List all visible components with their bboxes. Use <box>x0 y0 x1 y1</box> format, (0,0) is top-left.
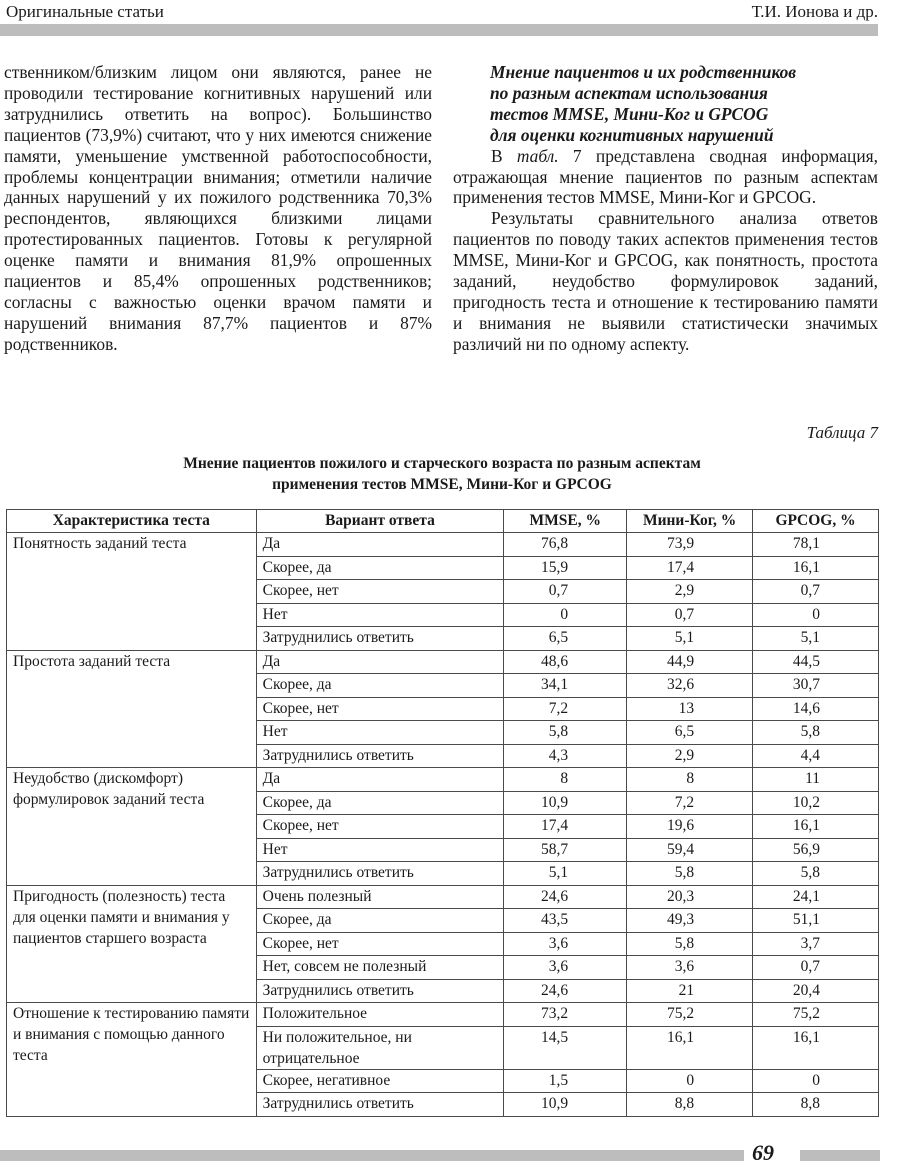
section-subheading <box>453 62 878 146</box>
gpcog-cell: 0 <box>753 1069 879 1093</box>
header-gpcog: GPCOG, % <box>753 510 879 533</box>
table-row <box>7 1003 879 1027</box>
answer-cell: Затруднились ответить <box>256 627 504 651</box>
opinion-table <box>6 509 879 1117</box>
answer-cell: Скорее, да <box>256 556 504 580</box>
minicog-cell: 8 <box>627 768 753 792</box>
minicog-cell: 3,6 <box>627 956 753 980</box>
minicog-cell: 16,1 <box>627 1026 753 1069</box>
answer-cell: Скорее, нет <box>256 580 504 604</box>
table-label: Таблица 7 <box>806 423 878 442</box>
answer-cell: Положительное <box>256 1003 504 1027</box>
gpcog-cell: 30,7 <box>753 674 879 698</box>
mmse-cell: 7,2 <box>504 697 627 721</box>
minicog-cell: 5,8 <box>627 862 753 886</box>
header-answer: Вариант ответа <box>256 510 504 533</box>
answer-cell: Скорее, нет <box>256 697 504 721</box>
gpcog-cell: 14,6 <box>753 697 879 721</box>
gpcog-cell: 16,1 <box>753 815 879 839</box>
gpcog-cell: 8,8 <box>753 1093 879 1117</box>
answer-cell: Да <box>256 650 504 674</box>
mmse-cell: 10,9 <box>504 1093 627 1117</box>
gpcog-cell: 0,7 <box>753 956 879 980</box>
table-row <box>7 533 879 557</box>
table-row <box>7 885 879 909</box>
mmse-cell: 76,8 <box>504 533 627 557</box>
minicog-cell: 5,8 <box>627 932 753 956</box>
answer-cell: Нет <box>256 838 504 862</box>
left-paragraph: ственником/близким лицом они являются, ранее не проводили тестирование когнитивных нарушений или затруднились ответить на вопрос). Большинство пациентов (73,9%) считают, что у них имеются снижение памяти, уменьшение умственной работоспособности, проблемы концентрации внимания; отметили наличие данных нарушений у их пожилого родственника 70,3% респондентов, являющихся близкими лицами протестированных пациентов. Готовы к регулярной оценке памяти и внимания 81,9% опрошенных пациентов и 85,4% опрошенных родственников; согласны с важностью оценки врачом памяти и нарушений внимания 87,7% пациентов и 87% родственников. <box>4 62 432 354</box>
subheading-line: Мнение пациентов и их родственников <box>490 62 797 82</box>
mmse-cell: 48,6 <box>504 650 627 674</box>
answer-cell: Нет <box>256 721 504 745</box>
mmse-cell: 14,5 <box>504 1026 627 1069</box>
minicog-cell: 49,3 <box>627 909 753 933</box>
header-rule <box>0 24 878 36</box>
answer-cell: Очень полезный <box>256 885 504 909</box>
mmse-cell: 3,6 <box>504 956 627 980</box>
gpcog-cell: 44,5 <box>753 650 879 674</box>
mmse-cell: 24,6 <box>504 885 627 909</box>
table-title-line: применения тестов MMSE, Мини-Ког и GPCOG <box>272 476 612 493</box>
answer-cell: Скорее, да <box>256 909 504 933</box>
minicog-cell: 8,8 <box>627 1093 753 1117</box>
page-number: 69 <box>752 1140 774 1165</box>
answer-cell: Затруднились ответить <box>256 979 504 1003</box>
mmse-cell: 6,5 <box>504 627 627 651</box>
gpcog-cell: 20,4 <box>753 979 879 1003</box>
minicog-cell: 73,9 <box>627 533 753 557</box>
gpcog-cell: 5,1 <box>753 627 879 651</box>
answer-cell: Да <box>256 768 504 792</box>
gpcog-cell: 16,1 <box>753 556 879 580</box>
mmse-cell: 15,9 <box>504 556 627 580</box>
p1-after: 7 представлена сводная информация, отражающая мнение пациентов по разным аспектам применения тестов MMSE, Мини-Ког и GPCOG. <box>453 145 878 208</box>
table-title-line: Мнение пациентов пожилого и старческого возраста по разным аспектам <box>183 455 701 472</box>
answer-cell: Нет, совсем не полезный <box>256 956 504 980</box>
table-row <box>7 650 879 674</box>
mmse-cell: 4,3 <box>504 744 627 768</box>
mmse-cell: 3,6 <box>504 932 627 956</box>
answer-cell: Скорее, негативное <box>256 1069 504 1093</box>
minicog-cell: 0 <box>627 1069 753 1093</box>
minicog-cell: 13 <box>627 697 753 721</box>
subheading-line: по разным аспектам использования <box>490 82 768 103</box>
footer-rule-right <box>800 1150 880 1161</box>
p1-before: В <box>491 145 517 166</box>
mmse-cell: 34,1 <box>504 674 627 698</box>
running-header-authors: Т.И. Ионова и др. <box>751 2 878 21</box>
gpcog-cell: 5,8 <box>753 862 879 886</box>
minicog-cell: 7,2 <box>627 791 753 815</box>
gpcog-cell: 0,7 <box>753 580 879 604</box>
minicog-cell: 21 <box>627 979 753 1003</box>
answer-cell: Скорее, нет <box>256 815 504 839</box>
mmse-cell: 24,6 <box>504 979 627 1003</box>
characteristic-cell: Неудобство (дискомфорт) формулировок заданий теста <box>7 768 257 886</box>
minicog-cell: 0,7 <box>627 603 753 627</box>
answer-cell: Да <box>256 533 504 557</box>
mmse-cell: 73,2 <box>504 1003 627 1027</box>
header-mmse: MMSE, % <box>504 510 627 533</box>
minicog-cell: 17,4 <box>627 556 753 580</box>
gpcog-cell: 0 <box>753 603 879 627</box>
minicog-cell: 5,1 <box>627 627 753 651</box>
gpcog-cell: 75,2 <box>753 1003 879 1027</box>
minicog-cell: 2,9 <box>627 580 753 604</box>
minicog-cell: 6,5 <box>627 721 753 745</box>
answer-cell: Ни положительное, ни отрицательное <box>256 1026 504 1069</box>
gpcog-cell: 78,1 <box>753 533 879 557</box>
mmse-cell: 58,7 <box>504 838 627 862</box>
minicog-cell: 59,4 <box>627 838 753 862</box>
characteristic-cell: Понятность заданий теста <box>7 533 257 651</box>
answer-cell: Скорее, нет <box>256 932 504 956</box>
mmse-cell: 8 <box>504 768 627 792</box>
characteristic-cell: Простота заданий теста <box>7 650 257 768</box>
header-characteristic: Характеристика теста <box>7 510 257 533</box>
gpcog-cell: 16,1 <box>753 1026 879 1069</box>
answer-cell: Скорее, да <box>256 791 504 815</box>
mmse-cell: 1,5 <box>504 1069 627 1093</box>
gpcog-cell: 56,9 <box>753 838 879 862</box>
mmse-cell: 5,1 <box>504 862 627 886</box>
mmse-cell: 0 <box>504 603 627 627</box>
characteristic-cell: Отношение к тестированию памяти и внимания с помощью данного теста <box>7 1003 257 1117</box>
right-paragraph-1 <box>453 146 878 209</box>
minicog-cell: 75,2 <box>627 1003 753 1027</box>
left-column <box>4 62 432 355</box>
minicog-cell: 32,6 <box>627 674 753 698</box>
minicog-cell: 19,6 <box>627 815 753 839</box>
table-reference: табл. <box>516 145 559 166</box>
minicog-cell: 44,9 <box>627 650 753 674</box>
mmse-cell: 43,5 <box>504 909 627 933</box>
gpcog-cell: 24,1 <box>753 885 879 909</box>
running-header-section: Оригинальные статьи <box>6 2 164 21</box>
header-minicog: Мини-Ког, % <box>627 510 753 533</box>
mmse-cell: 0,7 <box>504 580 627 604</box>
mmse-cell: 5,8 <box>504 721 627 745</box>
gpcog-cell: 11 <box>753 768 879 792</box>
mmse-cell: 10,9 <box>504 791 627 815</box>
answer-cell: Скорее, да <box>256 674 504 698</box>
minicog-cell: 20,3 <box>627 885 753 909</box>
table-title <box>0 453 884 495</box>
answer-cell: Затруднились ответить <box>256 744 504 768</box>
answer-cell: Нет <box>256 603 504 627</box>
mmse-cell: 17,4 <box>504 815 627 839</box>
gpcog-cell: 51,1 <box>753 909 879 933</box>
subheading-line: тестов MMSE, Мини-Ког и GPCOG <box>490 103 769 124</box>
gpcog-cell: 5,8 <box>753 721 879 745</box>
right-paragraph-2: Результаты сравнительного анализа ответов пациентов по поводу таких аспектов применения тестов MMSE, Мини-Ког и GPCOG, как понятность, простота заданий, неудобство формулировок заданий, пригодность теста и отношение к тестированию памяти и внимания не выявили статистически значимых различий ни по одному аспекту. <box>453 208 878 354</box>
answer-cell: Затруднились ответить <box>256 862 504 886</box>
table-row <box>7 768 879 792</box>
table-header-row <box>7 510 879 533</box>
gpcog-cell: 10,2 <box>753 791 879 815</box>
answer-cell: Затруднились ответить <box>256 1093 504 1117</box>
characteristic-cell: Пригодность (полезность) теста для оценки памяти и внимания у пациентов старшего возраста <box>7 885 257 1003</box>
gpcog-cell: 4,4 <box>753 744 879 768</box>
right-column <box>453 62 878 355</box>
minicog-cell: 2,9 <box>627 744 753 768</box>
footer-rule <box>0 1150 744 1161</box>
subheading-line: для оценки когнитивных нарушений <box>490 124 774 145</box>
gpcog-cell: 3,7 <box>753 932 879 956</box>
